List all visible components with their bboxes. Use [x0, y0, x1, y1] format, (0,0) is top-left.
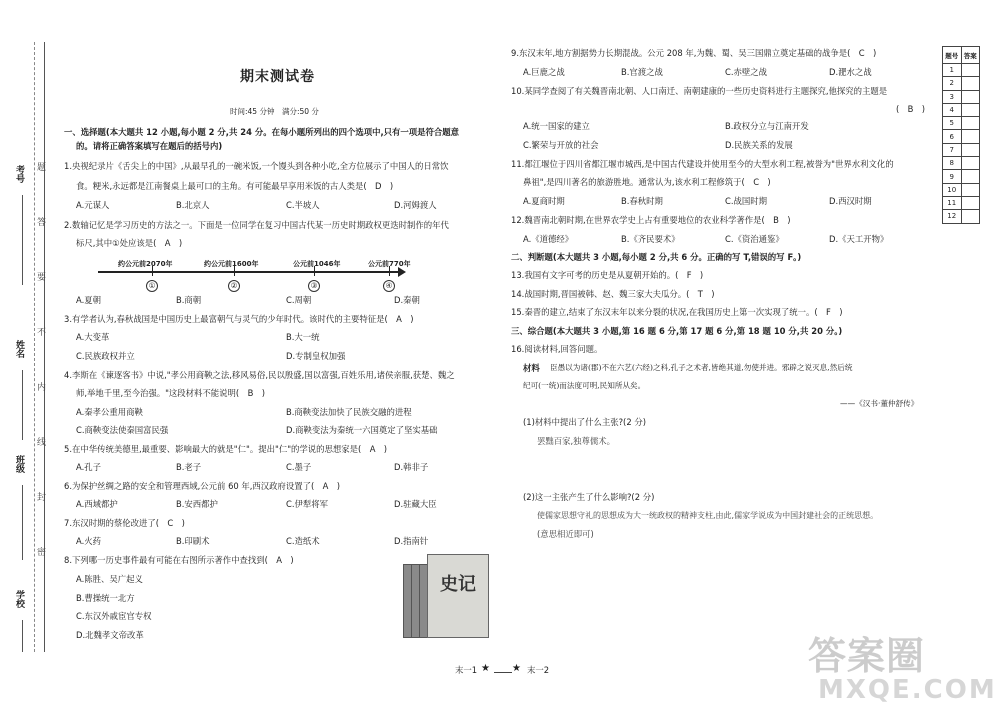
q2-text: 2.数轴记忆是学习历史的方法之一。下面是一位同学在复习中国古代某一历史时期政权更迭时制作的年代: [64, 220, 449, 230]
q6-option-d: D.驻藏大臣: [394, 499, 437, 509]
q10-answer: ( B ): [896, 104, 926, 114]
q4-option-c: C.商鞅变法使秦国富民强: [76, 425, 169, 435]
answer-grid: [942, 46, 980, 224]
grid-header-number: 题号: [943, 47, 962, 64]
q3-text: 3.有学者认为,春秋战国是中国历史上最富朝气与灵气的少年时代。该时代的主要特征是( A ): [64, 314, 414, 324]
answer-2-note: (意思相近即可): [537, 529, 594, 539]
watermark-logo: 答案圈: [808, 634, 926, 678]
sub-question-2: (2)这一主张产生了什么影响?(2 分): [523, 492, 655, 502]
material-label: 材料: [523, 363, 540, 373]
grid-row-number: 1: [943, 64, 962, 77]
timeline-label: 公元前770年: [368, 260, 411, 268]
material-text: 臣愚以为诸(郡)不在六艺(六经)之科,孔子之术者,皆绝其道,勿使并进。邪辟之说灭息,然后统: [550, 363, 853, 372]
q5-option-c: C.墨子: [286, 462, 312, 472]
q9-option-b: B.官渡之战: [621, 67, 663, 77]
star-icon: ★: [481, 663, 490, 674]
grid-row-number: 8: [943, 157, 962, 170]
q5-text: 5.在中华传统美德里,最重要、影响最大的就是"仁"。提出"仁"的学说的思想家是( A ): [64, 444, 388, 454]
q12-text: 12.魏晋南北朝时期,在世界农学史上占有重要地位的农业科学著作是( B ): [511, 215, 791, 225]
grid-row-number: 9: [943, 170, 962, 183]
q11-option-b: B.春秋时期: [621, 196, 663, 206]
material-text-cont: 纪可(一统)而法度可明,民知所从矣。: [523, 381, 646, 390]
q1-option-c: C.半坡人: [286, 200, 320, 210]
q2-option-b: B.商朝: [176, 295, 202, 305]
q2-option-a: A.夏朝: [76, 295, 101, 305]
section1-heading: 一、选择题(本大题共 12 小题,每小题 2 分,共 24 分。在每小题所列出的四个选项中,只有一项是符合题意: [64, 127, 460, 137]
q1-text-cont: 食。粳米,永远都是江南餐桌上最可口的主角。有可能最早享用米饭的古人类是( D ): [76, 181, 394, 191]
name-label: 姓名: [14, 340, 24, 358]
timeline-label: 公元前1046年: [293, 260, 341, 268]
q11-option-a: A.夏商时期: [523, 196, 565, 206]
q12-option-b: B.《齐民要术》: [621, 234, 680, 244]
timeline-number: ①: [146, 280, 158, 292]
binding-dash-line: [34, 42, 35, 652]
timeline-label: 约公元前2070年: [118, 260, 173, 268]
q6-option-b: B.安西都护: [176, 499, 218, 509]
q4-text-cont: 师,举地千里,至今治强。"这段材料不能说明( B ): [76, 388, 265, 398]
q10-option-b: B.政权分立与江南开发: [725, 121, 809, 131]
seal-char: 要: [37, 273, 47, 283]
answer-2: 使儒家思想守礼的思想成为大一统政权的精神支柱,由此,儒家学说成为中国封建社会的正统思想。: [537, 511, 879, 520]
class-label: 班级: [14, 455, 24, 473]
q12-option-a: A.《道德经》: [523, 234, 574, 244]
grid-answer-cell[interactable]: [961, 143, 980, 156]
q1-option-d: D.河姆渡人: [394, 200, 437, 210]
q3-option-b: B.大一统: [286, 332, 320, 342]
q8-option-a: A.陈胜、吴广起义: [76, 574, 143, 584]
q5-option-d: D.韩非子: [394, 462, 429, 472]
binding-margin: [0, 0, 50, 716]
answer-1: 罢黜百家,独尊儒术。: [537, 436, 616, 446]
grid-answer-cell[interactable]: [961, 64, 980, 77]
shiji-book-image: [403, 554, 489, 638]
q9-option-c: C.赤壁之战: [725, 67, 768, 77]
q3-option-c: C.民族政权并立: [76, 351, 135, 361]
timeline-number: ④: [383, 280, 395, 292]
q12-option-d: D.《天工开物》: [829, 234, 889, 244]
seal-char: 不: [37, 328, 47, 338]
grid-row-number: 2: [943, 77, 962, 90]
grid-row-number: 4: [943, 103, 962, 116]
grid-answer-cell[interactable]: [961, 157, 980, 170]
q14-text: 14.战国时期,晋国被韩、赵、魏三家大夫瓜分。( T ): [511, 289, 715, 299]
seal-char: 密: [37, 548, 47, 558]
q11-option-c: C.战国时期: [725, 196, 768, 206]
grid-answer-cell[interactable]: [961, 117, 980, 130]
q10-text: 10.某同学查阅了有关魏晋南北朝、人口南迁、南朝建康的一些历史资料进行主题探究,他探究的主题是: [511, 86, 888, 96]
section1-heading-cont: 的。请将正确答案填写在题后的括号内): [76, 141, 223, 151]
seal-char: 封: [37, 493, 47, 503]
grid-row-number: 12: [943, 210, 962, 223]
timeline-number: ③: [308, 280, 320, 292]
q15-text: 15.秦晋的建立,结束了东汉末年以来分裂的状况,在我国历史上第一次实现了统一。( F ): [511, 307, 843, 317]
q9-option-d: D.淝水之战: [829, 67, 872, 77]
q10-option-a: A.统一国家的建立: [523, 121, 590, 131]
grid-row-number: 6: [943, 130, 962, 143]
book-cover: [427, 554, 489, 638]
q8-option-b: B.曹操统一北方: [76, 593, 135, 603]
q13-text: 13.我国有文字可考的历史是从夏朝开始的。( F ): [511, 270, 704, 280]
footer-underline: [494, 672, 512, 673]
q12-option-c: C.《资治通鉴》: [725, 234, 784, 244]
time-info: 时间:45 分钟 满分:50 分: [230, 107, 319, 116]
timeline-number: ②: [228, 280, 240, 292]
exam-no-label: 考号: [14, 165, 24, 183]
material-source: ——《汉书·董仲舒传》: [840, 399, 919, 408]
q9-option-a: A.巨鹿之战: [523, 67, 565, 77]
star-icon: ★: [512, 663, 521, 674]
q2-option-d: D.秦朝: [394, 295, 420, 305]
class-field[interactable]: [22, 485, 23, 560]
grid-row-number: 7: [943, 143, 962, 156]
grid-answer-cell[interactable]: [961, 90, 980, 103]
grid-row-number: 3: [943, 90, 962, 103]
school-label: 学校: [14, 590, 24, 608]
seal-char: 题: [37, 163, 47, 173]
q2-option-c: C.周朝: [286, 295, 312, 305]
grid-answer-cell[interactable]: [961, 103, 980, 116]
q9-text: 9.东汉末年,地方割据势力长期混战。公元 208 年,为魏、蜀、吴三国鼎立奠定基础的战争是( C ): [511, 48, 877, 58]
grid-header-answer: 答案: [961, 47, 980, 64]
q11-text-cont: 鼻祖",是四川著名的旅游胜地。通常认为,该水利工程修筑于( C ): [523, 177, 771, 187]
seal-char: 内: [37, 383, 47, 393]
seal-char: 答: [37, 218, 47, 228]
q8-option-c: C.东汉外戚宦官专权: [76, 611, 152, 621]
section2-heading: 二、判断题(本大题共 3 小题,每小题 2 分,共 6 分。正确的写 T,错误的写 F。): [511, 252, 802, 262]
binding-line: [44, 42, 45, 652]
grid-row-number: 10: [943, 183, 962, 196]
q4-option-a: A.秦孝公重用商鞅: [76, 407, 143, 417]
q5-option-a: A.孔子: [76, 462, 101, 472]
grid-row-number: 5: [943, 117, 962, 130]
q4-option-d: D.商鞅变法为秦统一六国奠定了坚实基础: [286, 425, 438, 435]
q7-option-c: C.造纸术: [286, 536, 320, 546]
q8-text: 8.下列哪一历史事件最有可能在右图所示著作中查找到( A ): [64, 555, 294, 565]
q2-text-cont: 标尺,其中①处应该是( A ): [76, 238, 183, 248]
book-title: 史记: [440, 574, 476, 595]
grid-answer-cell[interactable]: [961, 183, 980, 196]
timeline-axis: [98, 271, 400, 273]
q7-option-b: B.印刷术: [176, 536, 210, 546]
q4-option-b: B.商鞅变法加快了民族交融的进程: [286, 407, 412, 417]
footer-page-right: 末一2: [527, 665, 550, 675]
q10-option-c: C.繁荣与开放的社会: [523, 140, 599, 150]
q6-text: 6.为保护丝绸之路的安全和管理西域,公元前 60 年,西汉政府设置了( A ): [64, 481, 341, 491]
q6-option-a: A.西域都护: [76, 499, 118, 509]
q1-option-b: B.北京人: [176, 200, 210, 210]
sub-question-1: (1)材料中提出了什么主张?(2 分): [523, 417, 646, 427]
q16-text: 16.阅读材料,回答问题。: [511, 344, 603, 354]
q11-option-d: D.西汉时期: [829, 196, 872, 206]
q3-option-d: D.专制皇权加强: [286, 351, 346, 361]
q6-option-c: C.伊犁将军: [286, 499, 329, 509]
seal-char: 线: [37, 438, 47, 448]
q8-option-d: D.北魏孝文帝改革: [76, 630, 144, 640]
timeline-label: 约公元前1600年: [204, 260, 259, 268]
grid-answer-cell[interactable]: [961, 170, 980, 183]
q7-text: 7.东汉时期的蔡伦改进了( C ): [64, 518, 185, 528]
q1-option-a: A.元谋人: [76, 200, 110, 210]
page-title: 期末测试卷: [240, 69, 315, 85]
grid-answer-cell[interactable]: [961, 77, 980, 90]
exam-no-field[interactable]: [22, 195, 23, 285]
footer-page-left: 末一1: [455, 665, 478, 675]
q11-text: 11.都江堰位于四川省都江堰市城西,是中国古代建设并使用至今的大型水利工程,被誉为"世界水利文化的: [511, 159, 894, 169]
q7-option-a: A.火药: [76, 536, 101, 546]
grid-answer-cell[interactable]: [961, 210, 980, 223]
q3-option-a: A.大变革: [76, 332, 110, 342]
grid-row-number: 11: [943, 196, 962, 209]
name-field[interactable]: [22, 370, 23, 440]
grid-answer-cell[interactable]: [961, 196, 980, 209]
q4-text: 4.李斯在《谏逐客书》中说,"孝公用商鞅之法,移风易俗,民以殷盛,国以富强,百姓乐用,诸侯亲服,获楚、魏之: [64, 370, 455, 380]
q5-option-b: B.老子: [176, 462, 202, 472]
watermark-url: MXQE.COM: [818, 675, 997, 705]
q7-option-d: D.指南针: [394, 536, 429, 546]
q1-text: 1.央视纪录片《舌尖上的中国》,从最早孔的一碗米饭,一个馒头到各种小吃,全方位展示了中国人的日常饮: [64, 161, 449, 171]
school-field[interactable]: [22, 620, 23, 652]
grid-answer-cell[interactable]: [961, 130, 980, 143]
section3-heading: 三、综合题(本大题共 3 小题,第 16 题 6 分,第 17 题 6 分,第 18 题 10 分,共 20 分。): [511, 326, 843, 336]
q10-option-d: D.民族关系的发展: [725, 140, 793, 150]
